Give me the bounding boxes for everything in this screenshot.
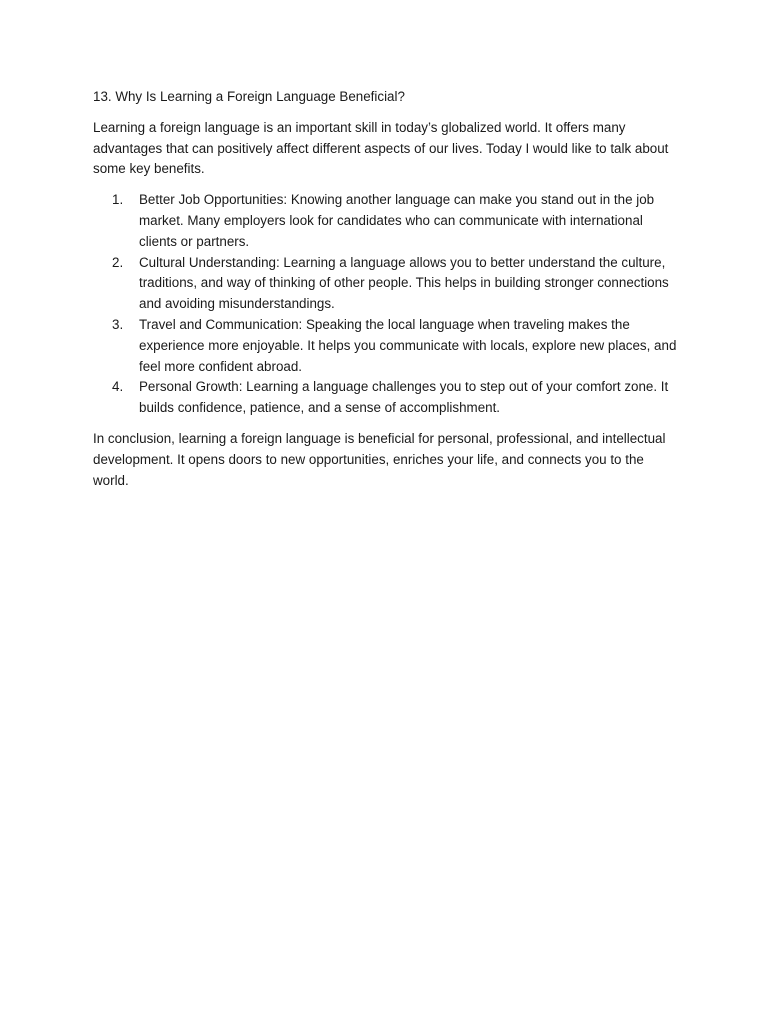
list-item — [93, 253, 683, 315]
list-item-text: Travel and Communication: Speaking the local language when traveling makes the experience more enjoyable. It helps you communicate with locals, explore new places, and feel more confident abroad. — [139, 316, 677, 374]
document-body — [93, 87, 683, 501]
list-item-text: Cultural Understanding: Learning a language allows you to better understand the culture, traditions, and way of thinking of other people. This helps in building stronger connections and avoiding misunderstandings. — [139, 254, 669, 312]
list-item-text: Better Job Opportunities: Knowing another language can make you stand out in the job market. Many employers look for candidates who can communicate with international clients or partners. — [139, 192, 655, 249]
list-item — [93, 190, 683, 252]
list-item-number: 2. — [112, 254, 124, 270]
intro-paragraph: Learning a foreign language is an important skill in today’s globalized world. It offers many advantages that can positively affect different aspects of our lives. Today I would like to talk about some key benefits. — [93, 119, 669, 177]
list-item — [93, 315, 683, 377]
benefits-list — [93, 190, 683, 419]
list-item-number: 4. — [112, 379, 124, 395]
list-item — [93, 377, 683, 419]
list-item-text: Personal Growth: Learning a language challenges you to step out of your comfort zone. It builds confidence, patience, and a sense of accomplishment. — [139, 379, 669, 416]
conclusion-paragraph: In conclusion, learning a foreign language is beneficial for personal, professional, and intellectual development. It opens doors to new opportunities, enriches your life, and connects you to the world. — [93, 430, 666, 488]
list-item-number: 3. — [112, 316, 124, 332]
document-heading: 13. Why Is Learning a Foreign Language Beneficial? — [93, 89, 405, 104]
list-item-number: 1. — [112, 192, 124, 208]
